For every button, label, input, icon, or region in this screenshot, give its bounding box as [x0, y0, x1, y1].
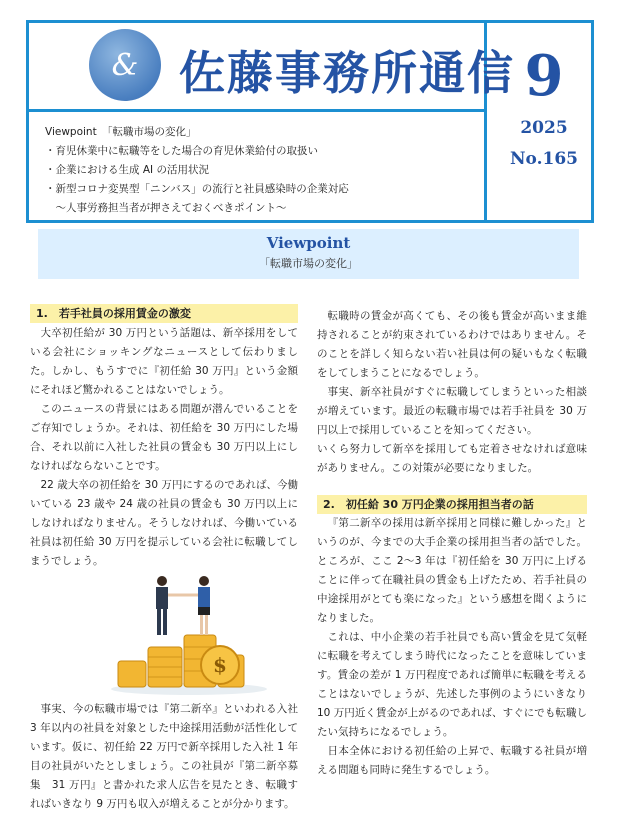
paragraph: 事実、今の転職市場では『第二新卒』といわれる入社 3 年以内の社員を対象とした中途採用活動が活性化しています。仮に、初任給 22 万円で新卒採用した入社 1 年目の社員がいたとしましょう。この社員が『第二新卒募集 31 万円』と書かれた求人広告を見たとき、転職すればいきなり 9 万円も収入が増えることが分かります。: [30, 703, 298, 810]
table-of-contents: [45, 123, 349, 218]
toc-item: ・育児休業中に転職等をした場合の育児休業給付の取扱い: [45, 145, 318, 157]
paragraph: 大卒初任給が 30 万円という話題は、新卒採用をしている会社にショッキングなニュースとして伝わりました。しかし、もうすでに『初任給 30 万円』という金額にそれほど驚かれることはないでしょう。: [30, 327, 298, 396]
viewpoint-subtitle: 「転職市場の変化」: [259, 257, 358, 270]
coins-business-illustration: [108, 565, 270, 697]
section-1-heading: 1. 若手社員の採用賃金の激変: [30, 304, 298, 323]
paragraph: 転職時の賃金が高くても、その後も賃金が高いまま維持されることが約束されているわけではありません。そのことを詳しく知らない若い社員は何の疑いもなく転職をしてしまうことになるでしょう。: [317, 310, 587, 379]
dollar-sign: $: [213, 653, 227, 677]
paragraph: これは、中小企業の若手社員でも高い賃金を見て気軽に転職を考えてしまう時代になったことを意味しています。賃金の差が 1 万円程度であれば簡単に転職を考えることはないでしょうが、先述した事例のようにいきなり 10 万円近く賃金が上がるのであれば、すぐにでも転職したい気持ちになるでしょう。: [317, 631, 587, 738]
section-2-heading: 2. 初任給 30 万円企業の採用担当者の話: [317, 495, 587, 514]
masthead: [26, 20, 594, 223]
paragraph: このニュースの背景にはある問題が潜んでいることをご存知でしょうか。それは、初任給を 30 万円にした場合、それ以前に入社した社員の賃金も 30 万円以上にしなければならないことです。: [30, 403, 298, 472]
viewpoint-banner: [38, 229, 579, 279]
toc-item: ・新型コロナ変異型「ニンバス」の流行と社員感染時の企業対応: [45, 183, 349, 195]
toc-item: 〜人事労務担当者が押さえておくべきポイント〜: [45, 202, 287, 214]
newsletter-title: 佐藤事務所通信: [179, 46, 515, 100]
section-2-text: [317, 514, 587, 780]
issue-month: 9: [524, 43, 564, 109]
paragraph: 日本全体における初任給の上昇で、転職する社員が増える問題も同時に発生するでしょう。: [317, 745, 587, 776]
issue-number: No.165: [510, 149, 578, 169]
coin-stack: [118, 661, 146, 687]
toc-item: Viewpoint 「転職市場の変化」: [45, 126, 197, 138]
viewpoint-title: Viewpoint: [266, 234, 351, 252]
masthead-divider-horizontal: [29, 109, 484, 112]
paragraph: 『第二新卒の採用は新卒採用と同様に難しかった』というのが、今までの大手企業の採用担当者の話でした。ところが、ここ 2〜3 年は『初任給を 30 万円に上げることに伴って在職社員の賃金も上げたため、若手社員の中途採用がとても楽になった』という感想を聞くようになりました。: [317, 517, 587, 624]
paragraph: 22 歳大卒の初任給を 30 万円にするのであれば、今働いている 23 歳や 24 歳の社員の賃金も 30 万円以上にしなければなりません。そうしなければ、今働いている社員は初任給 30 万円を提示している会社に転職してしまうでしょう。: [30, 479, 298, 567]
paragraph: いくら努力して新卒を採用しても定着させなければ意味がありません。この対策が必要になりました。: [317, 443, 587, 474]
section-1-left-text: [30, 324, 298, 571]
logo-text: &: [111, 47, 139, 83]
issue-year: 2025: [520, 118, 568, 138]
section-1-right-text: [317, 307, 587, 478]
businessman: [156, 576, 168, 635]
paragraph: 事実、新卒社員がすぐに転職してしまうといった相談が増えています。最近の転職市場では若手社員を 30 万円以上で採用していることを知ってください。: [317, 386, 587, 436]
section-1-left-text-continued: [30, 700, 298, 814]
businesswoman: [198, 576, 210, 635]
logo: [89, 29, 161, 101]
toc-item: ・企業における生成 AI の活用状況: [45, 164, 209, 176]
